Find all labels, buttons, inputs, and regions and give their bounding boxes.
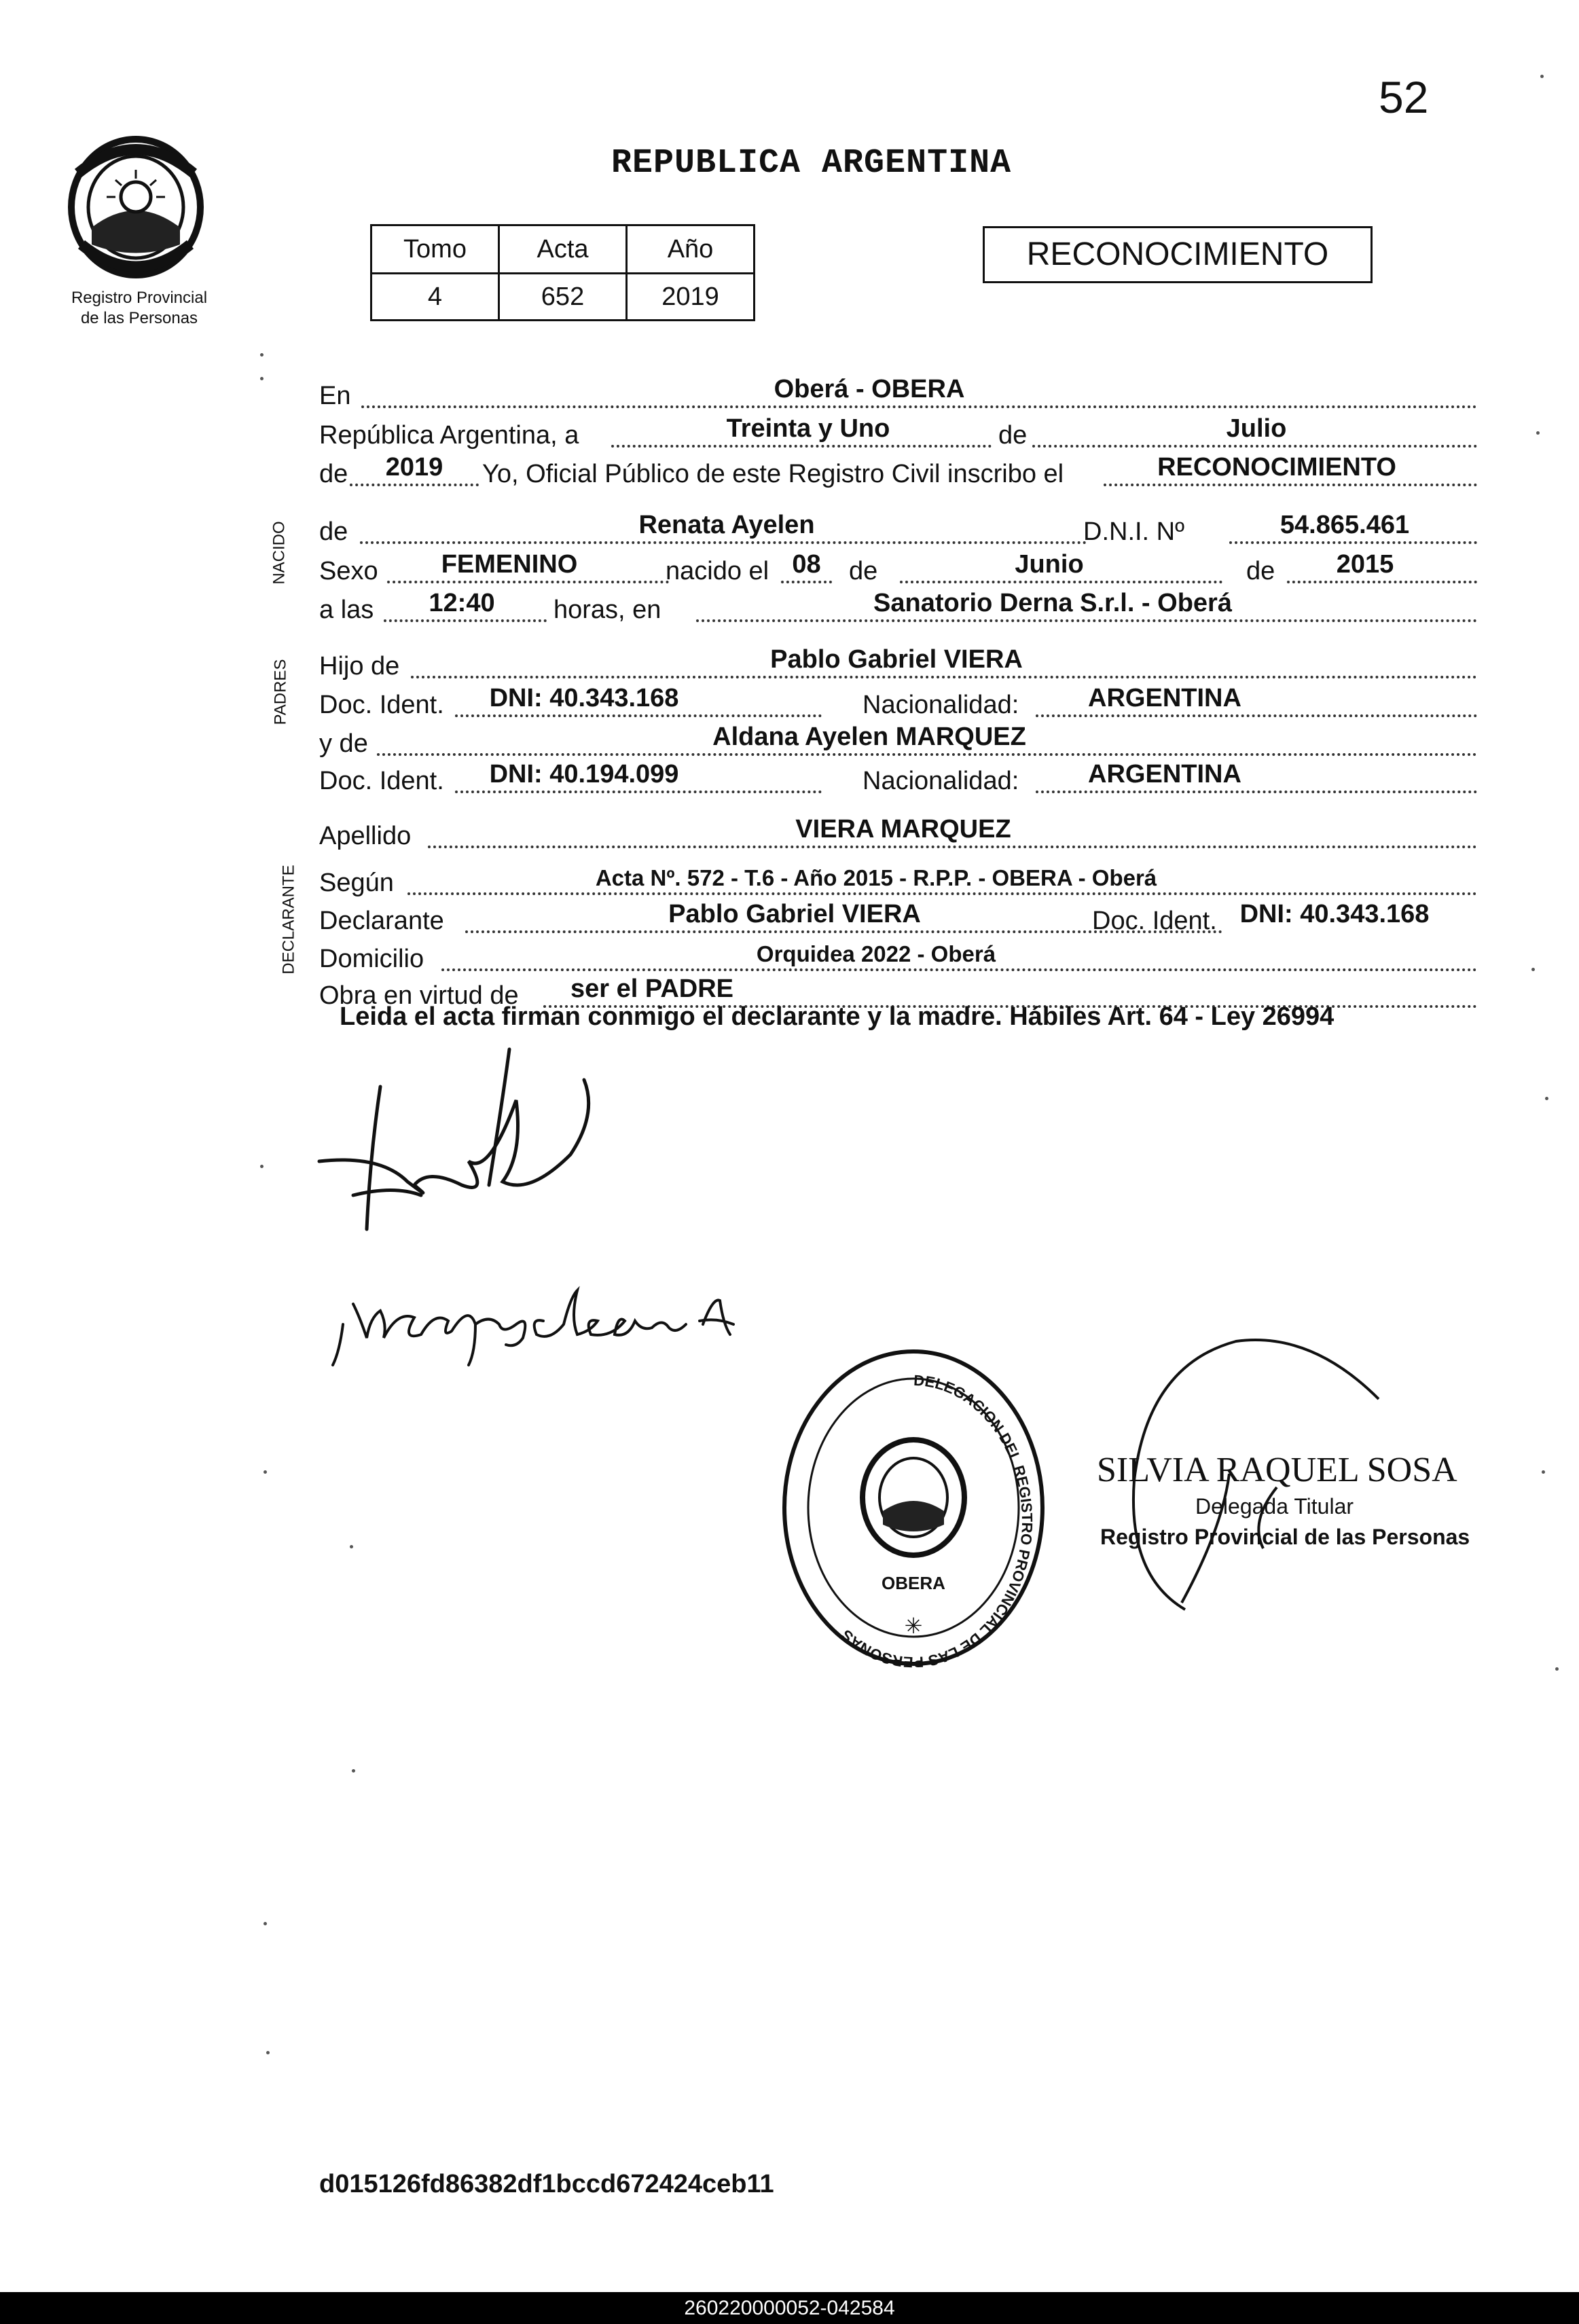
doc-ident-label: Doc. Ident. (1092, 907, 1217, 935)
document-hash: d015126fd86382df1bccd672424ceb11 (319, 2170, 774, 2198)
dotted-line (1104, 484, 1477, 486)
row-doc-mother (319, 755, 1436, 796)
surname-value: VIERA MARQUEZ (795, 815, 1011, 843)
apellido-label: Apellido (319, 822, 412, 850)
dotted-line (387, 581, 669, 583)
side-label-declarante: DECLARANTE (279, 865, 298, 975)
side-label-padres: PADRES (271, 659, 290, 725)
y-de-label: y de (319, 729, 368, 758)
dotted-line (455, 791, 822, 793)
declarant-dni-value: DNI: 40.343.168 (1239, 900, 1430, 928)
dotted-line (455, 714, 822, 717)
stamp-ring-text: DELEGACION DEL REGISTRO PROVINCIAL DE LAS PERSONAS (837, 1371, 1036, 1671)
birth-day-value: 08 (792, 550, 821, 579)
dotted-line (1036, 791, 1477, 793)
en-label: En (319, 382, 351, 410)
dotted-line (361, 405, 1477, 408)
caption-line-1: Registro Provincial (71, 289, 208, 307)
ano-header: Año (627, 225, 755, 274)
declarant-name-value: Pablo Gabriel VIERA (668, 900, 921, 928)
page-title: REPUBLICA ARGENTINA (611, 144, 1012, 183)
dotted-line (1229, 541, 1477, 544)
segun-value: Acta Nº. 572 - T.6 - Año 2015 - R.P.P. - OBERA - Oberá (595, 865, 1157, 890)
tomo-header: Tomo (371, 225, 499, 274)
doc-ident-label: Doc. Ident. (319, 691, 444, 719)
row-segun (319, 857, 1436, 898)
horas-label: horas, en (553, 596, 661, 624)
nacido-label: nacido el (666, 557, 769, 585)
row-year (319, 448, 1436, 489)
ano-value: 2019 (627, 274, 755, 321)
mother-name-value: Aldana Ayelen MARQUEZ (712, 723, 1026, 751)
birth-place-value: Sanatorio Derna S.r.l. - Oberá (873, 589, 1232, 617)
row-sexo (319, 545, 1436, 586)
hijo-de-label: Hijo de (319, 652, 400, 680)
nacionalidad-label: Nacionalidad: (863, 767, 1019, 795)
declarante-label: Declarante (319, 907, 444, 935)
dotted-line (611, 445, 992, 448)
row-declarante (319, 895, 1436, 936)
de-label: de (849, 557, 878, 585)
tomo-value: 4 (371, 274, 499, 321)
sexo-label: Sexo (319, 557, 378, 585)
official-name: SILVIA RAQUEL SOSA (1097, 1451, 1457, 1489)
obra-value: ser el PADRE (570, 975, 734, 1003)
provincial-seal-logo (65, 132, 207, 282)
row-doc-father (319, 679, 1436, 720)
mother-nationality-value: ARGENTINA (1088, 760, 1241, 788)
dotted-line (1036, 714, 1477, 717)
row-en (319, 370, 1436, 411)
row-name (319, 506, 1436, 547)
month-value: Julio (1226, 414, 1287, 443)
year-value: 2019 (385, 453, 443, 482)
dotted-line (900, 581, 1222, 583)
father-dni-value: DNI: 40.343.168 (489, 684, 679, 712)
svg-text:✳: ✳ (904, 1614, 923, 1638)
footer-code-bar: 260220000052-042584 (0, 2292, 1579, 2324)
de-label: de (998, 421, 1028, 450)
birth-time-value: 12:40 (429, 589, 495, 617)
row-republica (319, 410, 1436, 450)
row-apellido (319, 810, 1436, 851)
father-nationality-value: ARGENTINA (1088, 684, 1241, 712)
dotted-line (428, 846, 1477, 848)
side-label-nacido: NACIDO (270, 521, 289, 585)
dotted-line (384, 619, 547, 622)
a-las-label: a las (319, 596, 374, 624)
nacionalidad-label: Nacionalidad: (863, 691, 1019, 719)
inscription-type-value: RECONOCIMIENTO (1157, 453, 1396, 482)
row-hijo-de (319, 640, 1436, 681)
inscription-text: Yo, Oficial Público de este Registro Civil inscribo el (482, 460, 1064, 488)
day-words-value: Treinta y Uno (726, 414, 890, 443)
en-value: Oberá - OBERA (774, 375, 965, 403)
father-name-value: Pablo Gabriel VIERA (770, 645, 1023, 674)
official-role: Delegada Titular (1195, 1494, 1354, 1519)
child-name-value: Renata Ayelen (638, 511, 815, 539)
birth-month-value: Junio (1015, 550, 1084, 579)
record-table (370, 224, 755, 321)
segun-label: Según (319, 869, 394, 897)
dotted-line (350, 484, 479, 486)
dotted-line (411, 676, 1477, 678)
mother-dni-value: DNI: 40.194.099 (489, 760, 679, 788)
row-y-de (319, 718, 1436, 759)
de-label: de (1246, 557, 1275, 585)
mother-signature (333, 1290, 733, 1365)
doc-ident-label: Doc. Ident. (319, 767, 444, 795)
registry-caption (48, 288, 231, 329)
official-organization: Registro Provincial de las Personas (1100, 1525, 1470, 1549)
sexo-value: FEMENINO (441, 550, 578, 579)
document-type-box: RECONOCIMIENTO (983, 226, 1373, 283)
delegation-stamp (781, 1345, 1046, 1671)
dotted-line (1032, 445, 1477, 448)
row-domicilio (319, 933, 1436, 974)
dni-label: D.N.I. Nº (1083, 518, 1184, 546)
dotted-line (696, 619, 1477, 622)
caption-line-2: de las Personas (80, 309, 198, 327)
child-dni-value: 54.865.461 (1279, 511, 1410, 539)
obra-label: Obra en virtud de (319, 981, 519, 1010)
domicilio-label: Domicilio (319, 945, 424, 973)
dotted-line (781, 581, 832, 583)
de-label: de (319, 460, 348, 488)
dotted-line (1287, 581, 1477, 583)
closing-statement: Leida el acta firman conmigo el declarante y la madre. Hábiles Art. 64 - Ley 26994 (340, 1002, 1335, 1031)
stamp-city: OBERA (882, 1573, 945, 1593)
republica-label: República Argentina, a (319, 421, 579, 450)
declarant-signature (319, 1049, 589, 1229)
de-label: de (319, 518, 348, 546)
acta-header: Acta (499, 225, 627, 274)
acta-value: 652 (499, 274, 627, 321)
dotted-line (360, 541, 1087, 544)
row-hora (319, 584, 1436, 625)
birth-year-value: 2015 (1336, 550, 1394, 579)
page-number: 52 (1379, 72, 1429, 122)
address-value: Orquidea 2022 - Oberá (756, 941, 996, 966)
